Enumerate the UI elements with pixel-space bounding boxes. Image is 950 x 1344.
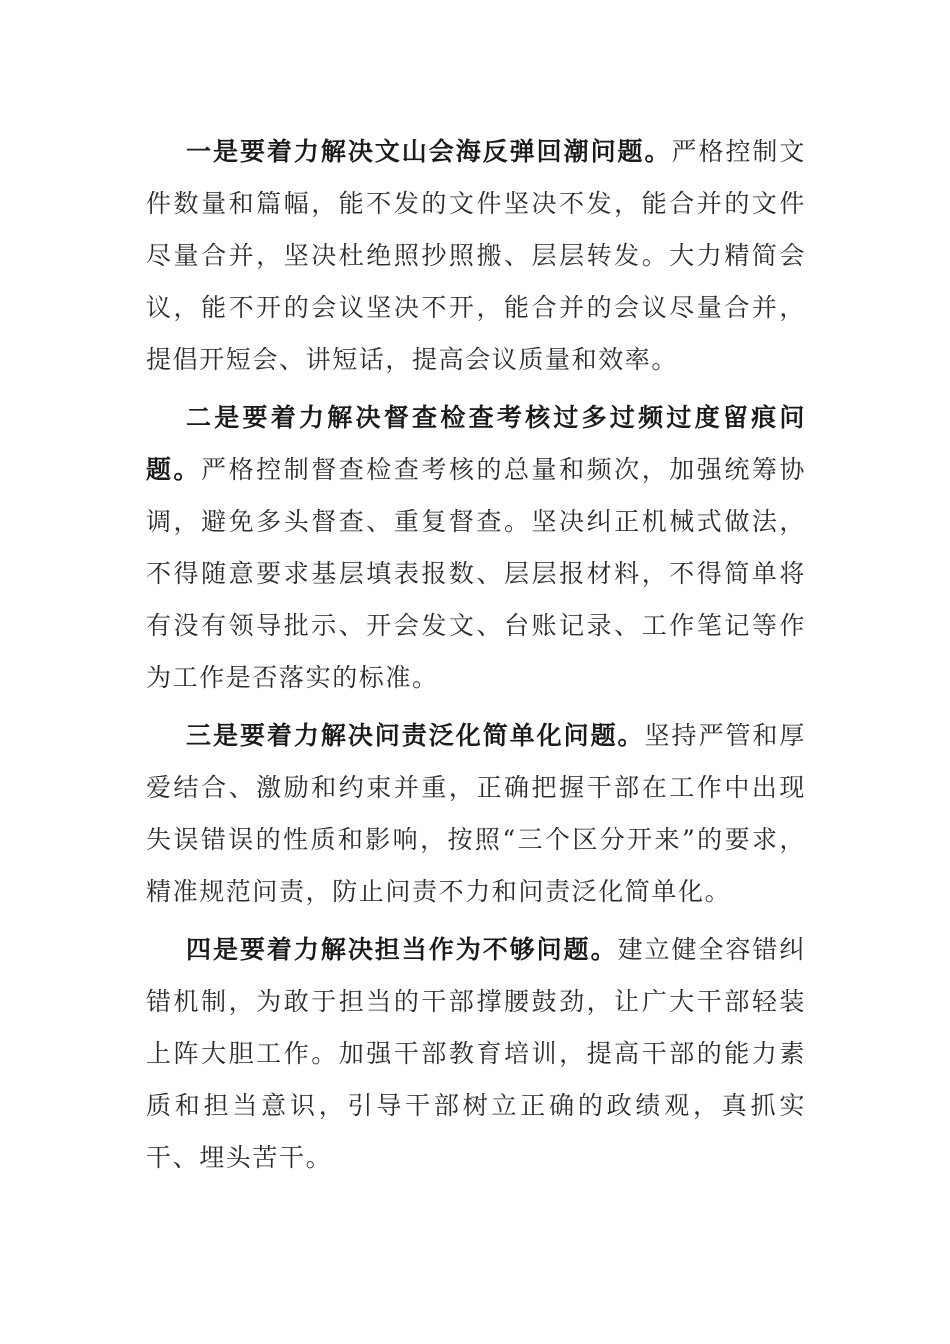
paragraph-3 xyxy=(146,710,806,918)
paragraph-2-body: 严格控制督查检查考核的总量和频次，加强统筹协调，避免多头督查、重复督查。坚决纠正机械式做法，不得随意要求基层填表报数、层层报材料，不得简单将有没有领导批示、开会发文、台账记录、工作笔记等作为工作是否落实的标准。 xyxy=(146,455,806,692)
document-page xyxy=(146,126,806,1190)
paragraph-3-body: 坚持严管和厚爱结合、激励和约束并重，正确把握干部在工作中出现失误错误的性质和影响，按照“三个区分开来”的要求，精准规范问责，防止问责不力和问责泛化简单化。 xyxy=(146,721,806,906)
paragraph-4 xyxy=(146,924,806,1184)
paragraph-1-lead: 一是要着力解决文山会海反弹回潮问题。 xyxy=(186,137,672,166)
paragraph-2 xyxy=(146,392,806,704)
paragraph-1-body: 严格控制文件数量和篇幅，能不发的文件坚决不发，能合并的文件尽量合并，坚决杜绝照抄照搬、层层转发。大力精简会议，能不开的会议坚决不开，能合并的会议尽量合并，提倡开短会、讲短话，提高会议质量和效率。 xyxy=(146,137,806,374)
paragraph-3-lead: 三是要着力解决问责泛化简单化问题。 xyxy=(186,721,645,750)
paragraph-1 xyxy=(146,126,806,386)
paragraph-4-lead: 四是要着力解决担当作为不够问题。 xyxy=(186,935,618,964)
paragraph-2-lead: 二是要着力解决督查检查考核过多过频过度留痕问题。 xyxy=(146,403,806,484)
paragraph-4-body: 建立健全容错纠错机制，为敢于担当的干部撑腰鼓劲，让广大干部轻装上阵大胆工作。加强干部教育培训，提高干部的能力素质和担当意识，引导干部树立正确的政绩观，真抓实干、埋头苦干。 xyxy=(146,935,806,1172)
